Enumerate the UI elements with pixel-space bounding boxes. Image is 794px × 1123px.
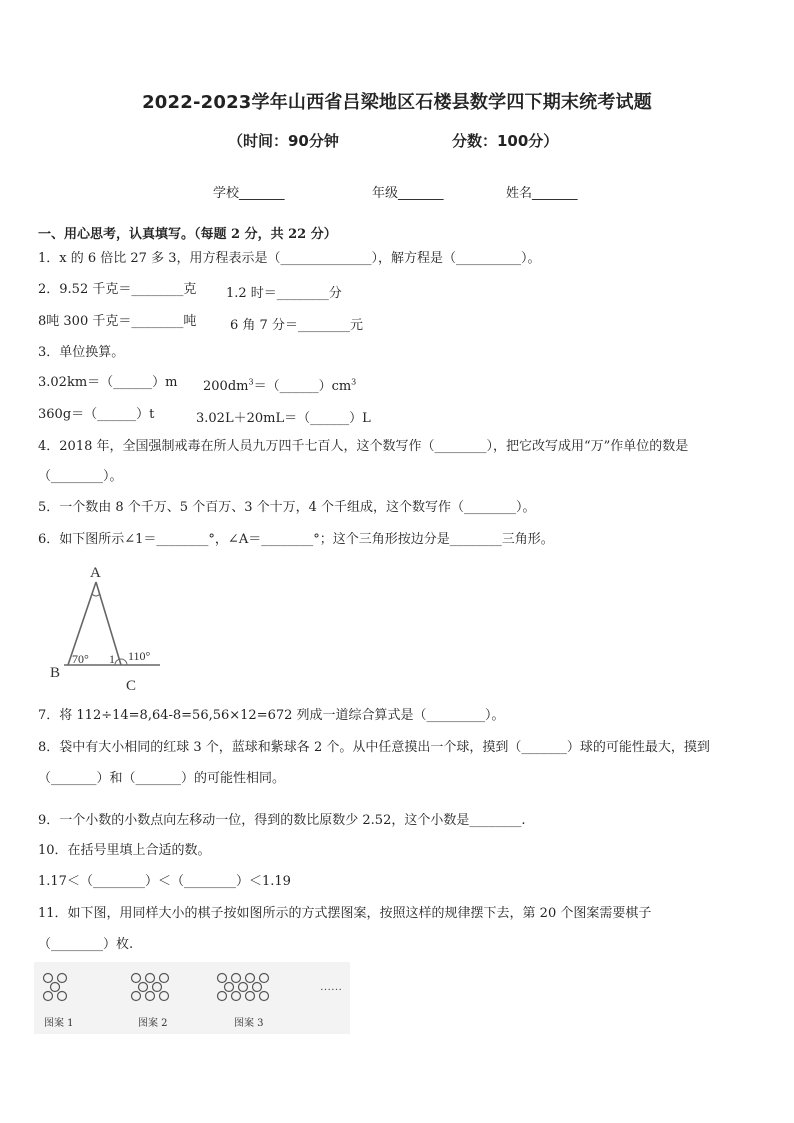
name-field: 姓名_______ — [506, 186, 578, 201]
pattern-3-label: 图案 3 — [234, 1018, 264, 1029]
section-heading: 一、用心思考，认真填写。（每题 2 分，共 22 分） — [38, 227, 337, 242]
pattern-3 — [218, 974, 269, 1001]
score-label: 分数：100分） — [452, 132, 559, 150]
angle-1-label: 1 — [109, 652, 115, 666]
question-11b: （________）枚. — [38, 937, 134, 952]
question-1: 1．x 的 6 倍比 27 多 3，用方程表示是（______________），解方程是（__________）。 — [38, 251, 541, 266]
vertex-c-label: C — [126, 678, 137, 694]
question-3a: 3.02km＝（______）m — [38, 375, 178, 390]
question-10a: 1.17＜（________）＜（________）＜1.19 — [38, 874, 291, 889]
question-3d: 3.02L＋20mL＝（______）L — [196, 411, 371, 426]
pattern-ellipsis: …… — [320, 981, 342, 993]
question-7: 7．将 112÷14=8,64-8=56,56×12=672 列成一道综合算式是（_________）。 — [38, 708, 505, 723]
question-2b: 1.2 时＝________分 — [226, 286, 342, 301]
question-8b: （_______）和（_______）的可能性相同。 — [38, 771, 286, 786]
question-8a: 8．袋中有大小相同的红球 3 个，蓝球和紫球各 2 个。从中任意摸出一个球，摸到（_______）球的可能性最大，摸到 — [38, 740, 710, 755]
school-field: 学校_______ — [213, 186, 285, 201]
question-5: 5．一个数由 8 个千万、5 个百万、3 个十万，4 个千组成，这个数写作（________）。 — [38, 500, 536, 515]
pattern-2-label: 图案 2 — [138, 1018, 168, 1029]
question-2c: 8吨 300 千克＝________吨 — [38, 314, 197, 329]
vertex-a-label: A — [90, 565, 101, 581]
question-4b: （________）。 — [38, 469, 123, 484]
angle-ext-label: 110° — [128, 649, 151, 663]
question-3: 3．单位换算。 — [38, 345, 125, 360]
angle-a-arc — [92, 594, 100, 596]
grade-field: 年级_______ — [372, 186, 444, 201]
question-2a: 2．9.52 千克＝________克 — [38, 282, 197, 297]
vertex-b-label: B — [50, 665, 61, 681]
page-title: 2022-2023学年山西省吕梁地区石楼县数学四下期末统考试题 — [142, 92, 652, 113]
pattern-figure — [34, 962, 350, 1034]
pattern-2 — [132, 974, 169, 1001]
question-6: 6．如下图所示∠1＝________°，∠A＝________°；这个三角形按边分是________三角形。 — [38, 532, 554, 547]
question-4a: 4．2018 年，全国强制戒毒在所人员九万四千七百人，这个数写作（________），把它改写成用“万”作单位的数是 — [38, 439, 689, 454]
triangle-figure — [36, 560, 176, 700]
angle-b-label: 70° — [72, 652, 89, 666]
question-11a: 11．如下图，用同样大小的棋子按如图所示的方式摆图案，按照这样的规律摆下去，第 20 个图案需要棋子 — [38, 906, 652, 921]
pattern-1-label: 图案 1 — [44, 1018, 74, 1029]
time-label: （时间：90分钟 — [228, 132, 339, 150]
question-2d: 6 角 7 分＝________元 — [230, 318, 363, 333]
question-3b: $200dm^3=(\_\_\_\_\_\_)cm^3$ — [203, 377, 357, 394]
question-9: 9．一个小数的小数点向左移动一位，得到的数比原数少 2.52，这个小数是________. — [38, 813, 526, 828]
pattern-1 — [44, 974, 67, 1001]
question-3c: 360g＝（______）t — [38, 407, 155, 422]
question-10: 10．在括号里填上合适的数。 — [38, 843, 211, 858]
